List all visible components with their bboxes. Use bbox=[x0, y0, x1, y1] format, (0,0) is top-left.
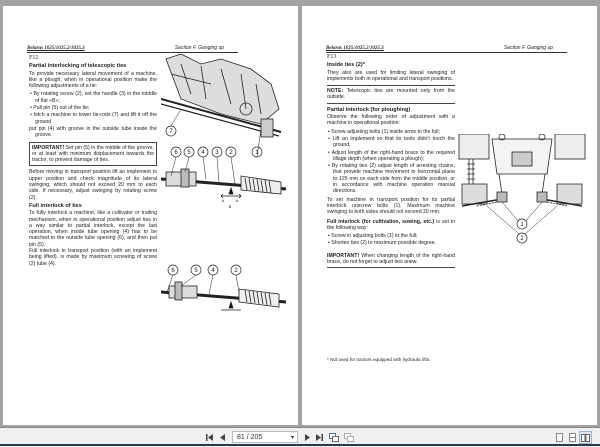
callout-3 bbox=[212, 147, 222, 157]
heading-full-interlock: Full interlock of ties bbox=[29, 202, 82, 209]
fit-page-button[interactable] bbox=[328, 432, 340, 443]
full-interlock-diagram bbox=[161, 262, 291, 322]
prev-page-icon bbox=[220, 434, 226, 441]
page-number-field[interactable] bbox=[232, 431, 298, 443]
page-right bbox=[302, 6, 597, 425]
svg-text:A: A bbox=[221, 198, 225, 203]
svg-text:4: 4 bbox=[201, 150, 205, 156]
callout-2 bbox=[231, 265, 241, 275]
important-text: Set pin (5) in the middle of the groove, or at least with minimum displacement towards the tractor, to prevent damage of ties. bbox=[32, 144, 154, 164]
first-page-icon bbox=[206, 434, 214, 441]
note-text: Telescopic ties are mounted only from the outside. bbox=[327, 88, 455, 101]
callout-5 bbox=[184, 147, 194, 157]
svg-text:1: 1 bbox=[255, 150, 259, 156]
svg-text:6: 6 bbox=[171, 268, 175, 274]
first-page-button[interactable] bbox=[205, 432, 215, 443]
figure-label: F12 bbox=[29, 55, 39, 61]
paragraph: To set machine in transport position for its partial interlock unscrew bolts (1). Maximum machine swinging to both sides should not exceed 20 mm. bbox=[327, 196, 455, 216]
two-page-view-button[interactable] bbox=[579, 431, 592, 444]
heading-partial-interlocking: Partial interlocking of telescopic ties bbox=[29, 63, 127, 70]
heading-partial-interlock: Partial interlock (for ploughing) bbox=[327, 106, 411, 113]
paragraph: To provide necessary lateral movement of a machine, like a plough, when in operational position make the following adjustments of a tie: bbox=[29, 70, 157, 90]
callout-6 bbox=[171, 147, 181, 157]
fit-width-button[interactable] bbox=[343, 432, 355, 443]
callout-6 bbox=[168, 265, 178, 275]
paragraph: They also are used for limiting lateral swinging of implements both in operational and transport positions. bbox=[327, 69, 455, 82]
bullet-item: • By rotating screw (2), set the handle (3) in the middle of flat «B»; bbox=[29, 91, 157, 104]
callout-2 bbox=[517, 233, 527, 243]
heading-inside-ties: Inside ties (2)* bbox=[327, 62, 365, 69]
callout-4 bbox=[198, 147, 208, 157]
bullet-item: • Screw in adjusting bolts (1) to the full; bbox=[327, 233, 455, 239]
next-page-button[interactable] bbox=[302, 432, 312, 443]
page-left bbox=[3, 6, 298, 425]
svg-text:2: 2 bbox=[520, 236, 524, 242]
next-page-icon bbox=[304, 434, 310, 441]
bullet-item: • Pull pin (5) out of the tie; bbox=[29, 105, 157, 111]
svg-text:4: 4 bbox=[211, 268, 215, 274]
svg-text:5: 5 bbox=[194, 268, 198, 274]
bullet-item: • Screw adjusting bolts (1) inside arms to the full; bbox=[327, 129, 455, 135]
single-page-view-button[interactable] bbox=[554, 432, 564, 443]
fit-width-icon bbox=[344, 433, 354, 442]
continuous-view-button[interactable] bbox=[567, 432, 577, 443]
two-page-icon bbox=[581, 434, 590, 442]
text-column bbox=[29, 55, 157, 269]
important-box bbox=[327, 251, 455, 269]
single-page-icon bbox=[556, 433, 563, 442]
bullet-item: • Lift an implement so that its tools didn't touch the ground; bbox=[327, 136, 455, 149]
page-header bbox=[27, 43, 238, 53]
bullet-item: • Adjust length of the right-hand brace to the required tillage depth (when operating a plough); bbox=[327, 150, 455, 163]
paragraph: Full interlock in transport position (with an implement being lifted), is made by maximum screwing of screw (2) tube (4). bbox=[29, 248, 157, 267]
bullet-item: • By rotating ties (2) adjust length of arresting chains, that provide machine movement in horizontal plane to 125 mm on each side from the middle position, or in accordance with machine operation manual directions. bbox=[327, 163, 455, 194]
footnote: * Not used for tractors equipped with hydraulic lifts. bbox=[327, 357, 431, 362]
header-model: Belarus 1025/1025.2/1025.3 bbox=[326, 46, 384, 51]
svg-text:3: 3 bbox=[215, 150, 219, 156]
svg-text:B: B bbox=[228, 204, 232, 209]
inside-ties-diagram bbox=[457, 134, 587, 249]
header-section: Section F. Ganging up bbox=[174, 45, 224, 51]
header-model: Belarus 1025/1025.2/1025.3 bbox=[27, 46, 85, 51]
figure-label: F13 bbox=[327, 54, 337, 60]
chevron-down-icon[interactable]: ▾ bbox=[290, 435, 294, 441]
svg-text:A: A bbox=[235, 198, 239, 203]
note-box bbox=[327, 85, 455, 104]
svg-text:1: 1 bbox=[520, 222, 524, 228]
note-label: NOTE: bbox=[327, 88, 344, 95]
callout-2 bbox=[226, 147, 236, 157]
page-indicator: 81 / 205 bbox=[237, 434, 263, 441]
svg-text:7: 7 bbox=[169, 129, 173, 135]
callout-5 bbox=[191, 265, 201, 275]
svg-text:6: 6 bbox=[174, 150, 178, 156]
last-page-button[interactable] bbox=[314, 432, 324, 443]
heading-full-interlock: Full interlock (for cultivation, sowing, etc.) bbox=[327, 218, 435, 225]
callout-7 bbox=[166, 126, 176, 136]
continuous-page-icon bbox=[569, 433, 576, 442]
bullet-item: • Shorten ties (2) to maximum possible degree. bbox=[327, 240, 455, 246]
text-column bbox=[327, 54, 455, 271]
bullet-item: • hitch a machine to lower tie-rods (7) and lift it off the ground bbox=[29, 112, 157, 125]
callout-4 bbox=[208, 265, 218, 275]
paragraph: put pin (4) with groove in the outside tube inside the groove. bbox=[29, 125, 157, 139]
full-interlock-intro: Full interlock (for cultivation, sowing, etc.) is set in the following way: bbox=[327, 218, 455, 231]
important-label: IMPORTANT! bbox=[32, 144, 65, 151]
header-section: Section F. Ganging up bbox=[503, 45, 553, 51]
important-text: When changing length of the right-hand brace, do not forget to adjust ties anew. bbox=[327, 252, 455, 266]
paragraph: Before moving in transport position lift an implement to upper position and check magnitude of its lateral swinging, which should not exceed 20 mm to each side. If necessary, adjust swinging by rotating screw (2). bbox=[29, 169, 157, 201]
telescopic-tie-diagram bbox=[161, 54, 291, 229]
important-box bbox=[29, 142, 157, 167]
paragraph: Observe the following order of adjustment with a machine in operational position: bbox=[327, 114, 455, 127]
callout-1 bbox=[517, 219, 527, 229]
svg-text:2: 2 bbox=[234, 268, 238, 274]
fit-page-icon bbox=[329, 433, 339, 442]
last-page-icon bbox=[315, 434, 323, 441]
previous-page-button[interactable] bbox=[218, 432, 228, 443]
svg-text:2: 2 bbox=[229, 150, 233, 156]
page-header bbox=[326, 43, 567, 53]
svg-text:5: 5 bbox=[187, 150, 191, 156]
important-label: IMPORTANT! bbox=[327, 252, 360, 259]
paragraph: To fully interlock a machine, like a cultivator or trailing mechanism, when in operational position adjust ties in a way similar to partial interlock, except the last operation, when inside tube opening (4) has to be matched to the outside tube opening (6), and then put pin (5). bbox=[29, 210, 157, 248]
